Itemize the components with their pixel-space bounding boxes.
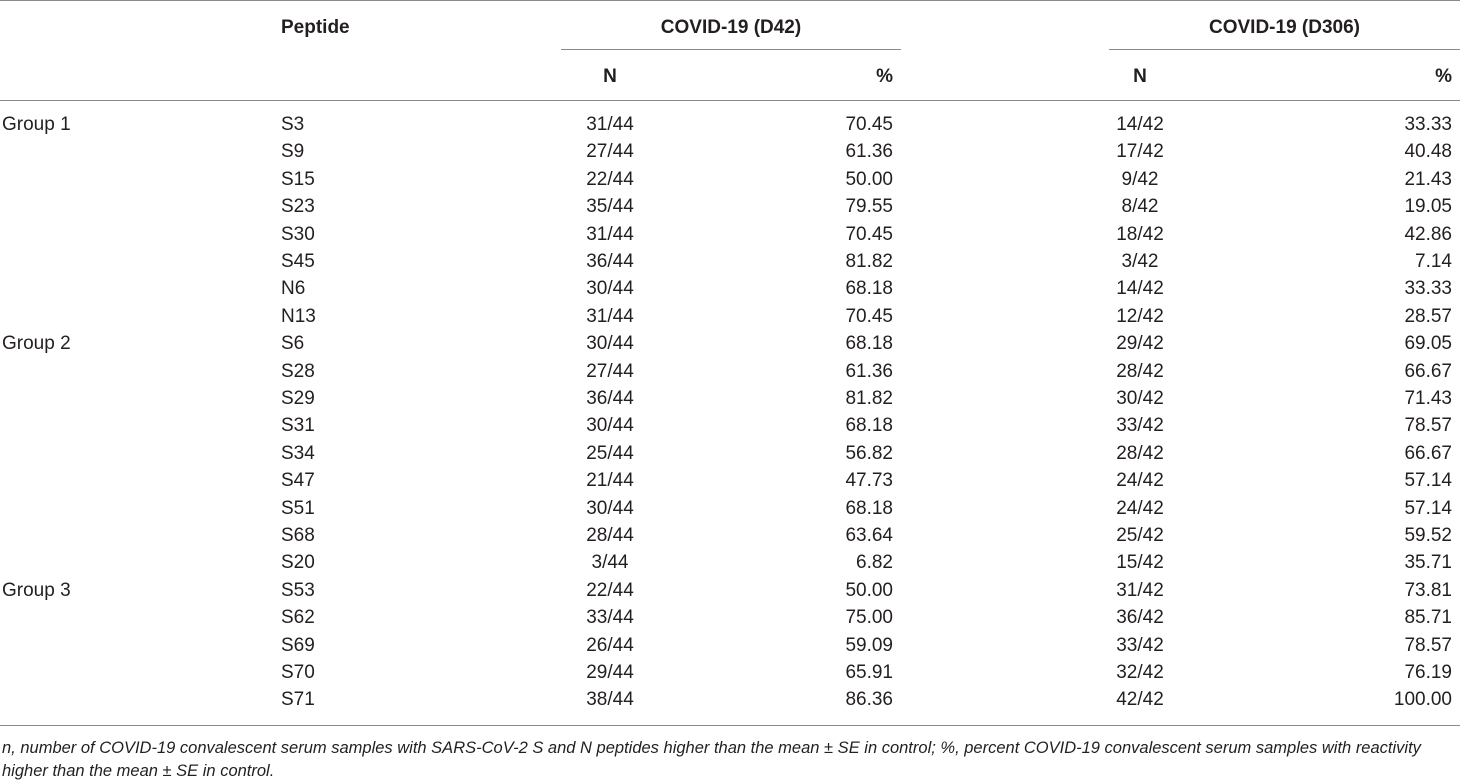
d306-pct-cell: 66.67 bbox=[1404, 443, 1452, 464]
d42-pct-cell: 50.00 bbox=[845, 580, 893, 601]
d306-pct-cell: 71.43 bbox=[1404, 388, 1452, 409]
peptide-cell: S45 bbox=[281, 251, 315, 272]
d306-n-cell: 29/42 bbox=[1116, 333, 1164, 354]
d306-pct-cell: 19.05 bbox=[1404, 196, 1452, 217]
d306-n-cell: 42/42 bbox=[1116, 689, 1164, 710]
peptide-cell: S15 bbox=[281, 169, 315, 190]
d306-n-cell: 31/42 bbox=[1116, 580, 1164, 601]
d306-pct-cell: 73.81 bbox=[1404, 580, 1452, 601]
d306-n-cell: 30/42 bbox=[1116, 388, 1164, 409]
d42-n-cell: 36/44 bbox=[586, 388, 634, 409]
d42-n-cell: 31/44 bbox=[586, 306, 634, 327]
header-d42-n: N bbox=[603, 66, 617, 87]
d42-pct-cell: 68.18 bbox=[845, 333, 893, 354]
d42-pct-cell: 79.55 bbox=[845, 196, 893, 217]
d42-n-cell: 30/44 bbox=[586, 333, 634, 354]
peptide-cell: S68 bbox=[281, 525, 315, 546]
d306-pct-cell: 76.19 bbox=[1404, 662, 1452, 683]
d42-pct-cell: 61.36 bbox=[845, 141, 893, 162]
peptide-cell: S47 bbox=[281, 470, 315, 491]
d42-pct-cell: 6.82 bbox=[856, 552, 893, 573]
d306-pct-cell: 57.14 bbox=[1404, 498, 1452, 519]
peptide-cell: S53 bbox=[281, 580, 315, 601]
d42-pct-cell: 70.45 bbox=[845, 114, 893, 135]
d306-n-cell: 28/42 bbox=[1116, 361, 1164, 382]
d42-n-cell: 21/44 bbox=[586, 470, 634, 491]
d42-pct-cell: 68.18 bbox=[845, 498, 893, 519]
d306-pct-cell: 57.14 bbox=[1404, 470, 1452, 491]
peptide-cell: N13 bbox=[281, 306, 316, 327]
peptide-cell: S71 bbox=[281, 689, 315, 710]
d42-pct-cell: 86.36 bbox=[845, 689, 893, 710]
d306-n-cell: 24/42 bbox=[1116, 498, 1164, 519]
d306-n-cell: 8/42 bbox=[1121, 196, 1159, 217]
d306-n-cell: 25/42 bbox=[1116, 525, 1164, 546]
header-covid-d42: COVID-19 (D42) bbox=[660, 17, 802, 38]
d42-pct-cell: 56.82 bbox=[845, 443, 893, 464]
peptide-cell: S34 bbox=[281, 443, 315, 464]
d306-n-cell: 14/42 bbox=[1116, 278, 1164, 299]
d42-span-rule bbox=[561, 49, 901, 50]
d42-n-cell: 30/44 bbox=[586, 415, 634, 436]
d42-pct-cell: 70.45 bbox=[845, 224, 893, 245]
peptide-cell: S28 bbox=[281, 361, 315, 382]
d42-n-cell: 38/44 bbox=[586, 689, 634, 710]
d42-pct-cell: 47.73 bbox=[845, 470, 893, 491]
header-d306-pct: % bbox=[1435, 66, 1452, 87]
d42-n-cell: 25/44 bbox=[586, 443, 634, 464]
d42-n-cell: 27/44 bbox=[586, 141, 634, 162]
d306-n-cell: 32/42 bbox=[1116, 662, 1164, 683]
d42-n-cell: 30/44 bbox=[586, 278, 634, 299]
d306-pct-cell: 42.86 bbox=[1404, 224, 1452, 245]
d42-n-cell: 31/44 bbox=[586, 224, 634, 245]
d306-n-cell: 17/42 bbox=[1116, 141, 1164, 162]
peptide-cell: S70 bbox=[281, 662, 315, 683]
d306-pct-cell: 21.43 bbox=[1404, 169, 1452, 190]
d42-n-cell: 31/44 bbox=[586, 114, 634, 135]
peptide-cell: S62 bbox=[281, 607, 315, 628]
d306-pct-cell: 33.33 bbox=[1404, 114, 1452, 135]
d306-pct-cell: 40.48 bbox=[1404, 141, 1452, 162]
group-label: Group 1 bbox=[2, 114, 71, 135]
d306-pct-cell: 7.14 bbox=[1415, 251, 1452, 272]
header-d306-n: N bbox=[1133, 66, 1147, 87]
header-bottom-rule bbox=[0, 100, 1460, 101]
d306-pct-cell: 78.57 bbox=[1404, 635, 1452, 656]
d306-pct-cell: 85.71 bbox=[1404, 607, 1452, 628]
peptide-cell: S20 bbox=[281, 552, 315, 573]
d42-pct-cell: 65.91 bbox=[845, 662, 893, 683]
d306-pct-cell: 35.71 bbox=[1404, 552, 1452, 573]
d306-pct-cell: 69.05 bbox=[1404, 333, 1452, 354]
d306-n-cell: 12/42 bbox=[1116, 306, 1164, 327]
d42-n-cell: 27/44 bbox=[586, 361, 634, 382]
peptide-cell: N6 bbox=[281, 278, 306, 299]
d306-pct-cell: 28.57 bbox=[1404, 306, 1452, 327]
d42-pct-cell: 59.09 bbox=[845, 635, 893, 656]
peptide-cell: S3 bbox=[281, 114, 305, 135]
d306-n-cell: 33/42 bbox=[1116, 415, 1164, 436]
d306-pct-cell: 66.67 bbox=[1404, 361, 1452, 382]
peptide-cell: S69 bbox=[281, 635, 315, 656]
header-d42-pct: % bbox=[876, 66, 893, 87]
d306-n-cell: 14/42 bbox=[1116, 114, 1164, 135]
peptide-cell: S31 bbox=[281, 415, 315, 436]
d306-n-cell: 9/42 bbox=[1121, 169, 1159, 190]
d42-n-cell: 22/44 bbox=[586, 169, 634, 190]
d42-pct-cell: 68.18 bbox=[845, 278, 893, 299]
d42-n-cell: 35/44 bbox=[586, 196, 634, 217]
peptide-cell: S23 bbox=[281, 196, 315, 217]
bottom-rule bbox=[0, 725, 1460, 726]
d42-pct-cell: 70.45 bbox=[845, 306, 893, 327]
d42-n-cell: 33/44 bbox=[586, 607, 634, 628]
peptide-cell: S29 bbox=[281, 388, 315, 409]
d42-pct-cell: 63.64 bbox=[845, 525, 893, 546]
d42-pct-cell: 81.82 bbox=[845, 388, 893, 409]
d306-span-rule bbox=[1109, 49, 1460, 50]
d42-pct-cell: 81.82 bbox=[845, 251, 893, 272]
d42-n-cell: 28/44 bbox=[586, 525, 634, 546]
d42-pct-cell: 68.18 bbox=[845, 415, 893, 436]
peptide-cell: S6 bbox=[281, 333, 305, 354]
d42-n-cell: 22/44 bbox=[586, 580, 634, 601]
peptide-cell: S51 bbox=[281, 498, 315, 519]
d42-pct-cell: 50.00 bbox=[845, 169, 893, 190]
d306-n-cell: 3/42 bbox=[1121, 251, 1159, 272]
group-label: Group 2 bbox=[2, 333, 71, 354]
top-rule bbox=[0, 0, 1460, 1]
group-label: Group 3 bbox=[2, 580, 71, 601]
header-covid-d306: COVID-19 (D306) bbox=[1209, 17, 1360, 38]
d42-n-cell: 30/44 bbox=[586, 498, 634, 519]
header-peptide: Peptide bbox=[281, 17, 350, 38]
d306-n-cell: 28/42 bbox=[1116, 443, 1164, 464]
d306-pct-cell: 59.52 bbox=[1404, 525, 1452, 546]
peptide-cell: S30 bbox=[281, 224, 315, 245]
d42-n-cell: 29/44 bbox=[586, 662, 634, 683]
d306-pct-cell: 78.57 bbox=[1404, 415, 1452, 436]
d306-n-cell: 24/42 bbox=[1116, 470, 1164, 491]
d306-pct-cell: 100.00 bbox=[1393, 689, 1452, 710]
d306-n-cell: 36/42 bbox=[1116, 607, 1164, 628]
d42-n-cell: 36/44 bbox=[586, 251, 634, 272]
d306-pct-cell: 33.33 bbox=[1404, 278, 1452, 299]
d42-n-cell: 3/44 bbox=[591, 552, 629, 573]
d306-n-cell: 15/42 bbox=[1116, 552, 1164, 573]
d306-n-cell: 18/42 bbox=[1116, 224, 1164, 245]
d306-n-cell: 33/42 bbox=[1116, 635, 1164, 656]
d42-pct-cell: 75.00 bbox=[845, 607, 893, 628]
peptide-cell: S9 bbox=[281, 141, 305, 162]
d42-n-cell: 26/44 bbox=[586, 635, 634, 656]
table-footnote: n, number of COVID-19 convalescent serum samples with SARS-CoV-2 S and N peptides higher than the mean ± SE in control; %, percent COVID-19 convalescent serum samples with reactivity higher than the mean ± SE in control. bbox=[2, 739, 1421, 780]
d42-pct-cell: 61.36 bbox=[845, 361, 893, 382]
